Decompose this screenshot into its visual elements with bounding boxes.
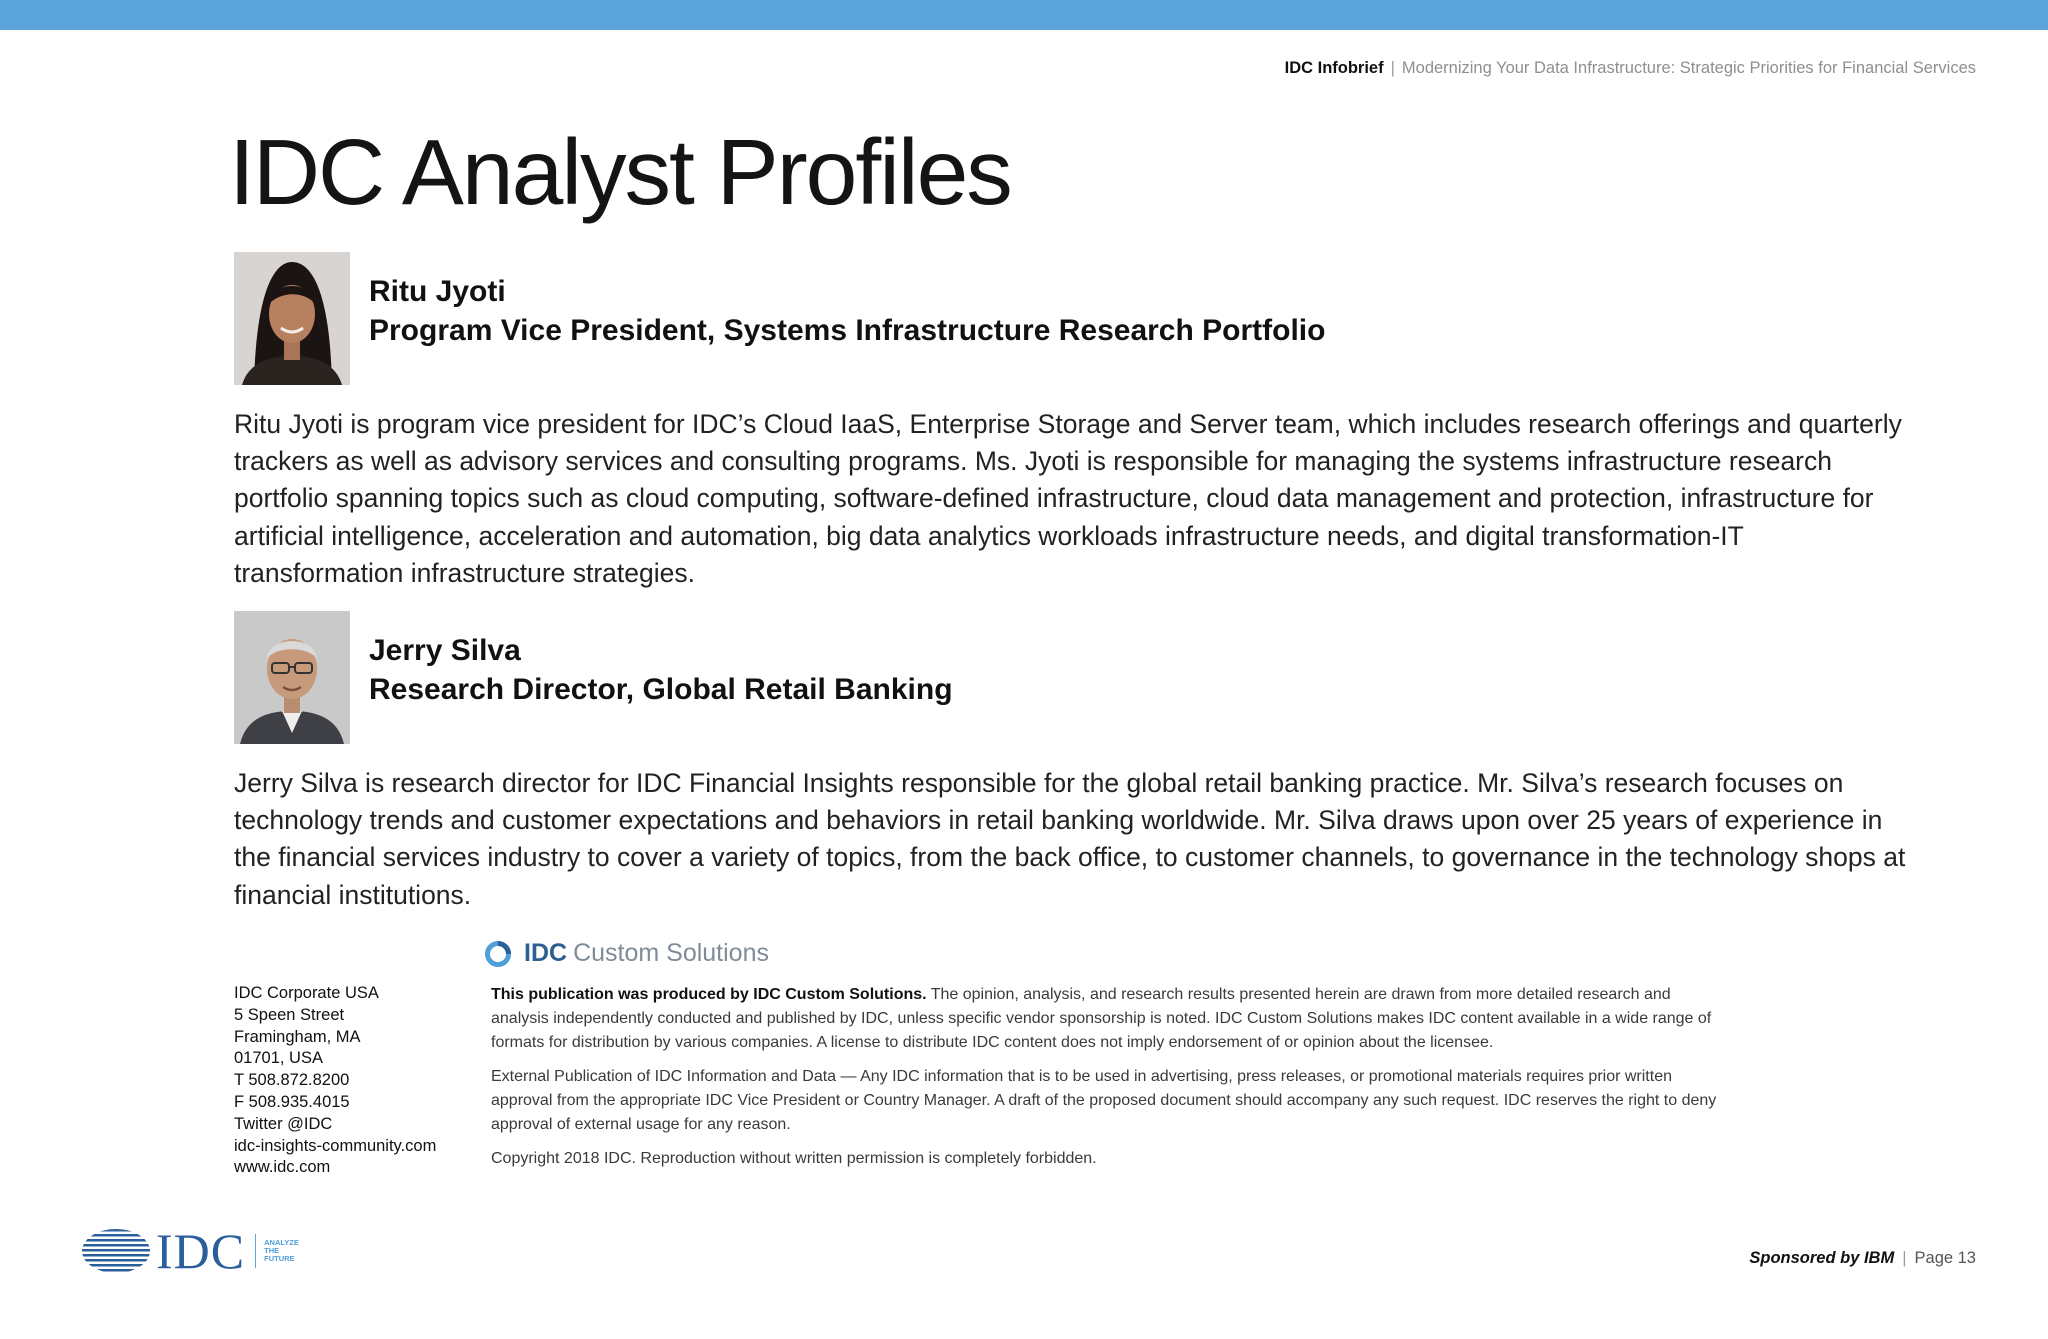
jerry-silva-photo	[234, 611, 350, 744]
ritu-jyoti-photo	[234, 252, 350, 385]
sponsor-label: Sponsored by IBM	[1749, 1249, 1895, 1267]
legal-lead: This publication was produced by IDC Custom Solutions.	[491, 986, 927, 1003]
legal-paragraph	[491, 983, 1731, 1055]
address-line: 01701, USA	[234, 1049, 323, 1068]
profile-name: Jerry Silva	[369, 634, 521, 667]
address-line: IDC Corporate USA	[234, 984, 379, 1002]
community-link: idc-insights-community.com	[234, 1136, 437, 1155]
idc-wordmark: IDC	[156, 1223, 246, 1279]
address-line: Framingham, MA	[234, 1027, 361, 1046]
idc-contact-address	[234, 983, 436, 1179]
logo-divider	[255, 1234, 256, 1268]
profile-title: Research Director, Global Retail Banking	[369, 673, 953, 706]
idc-logo	[82, 1223, 299, 1279]
page-footer	[1749, 1249, 1976, 1268]
profile-title: Program Vice President, Systems Infrastructure Research Portfolio	[369, 314, 1326, 347]
page-number: Page 13	[1914, 1249, 1976, 1267]
legal-paragraph: External Publication of IDC Information and Data — Any IDC information that is to be used in advertising, press releases, or promotional materials requires prior written approval from the appropriate IDC Vice President or Country Manager. A draft of the proposed document should accompany any such request. IDC reserves the right to deny approval of external usage for any reason.	[491, 1068, 1717, 1133]
page-title: IDC Analyst Profiles	[229, 120, 1011, 224]
phone-line: T 508.872.8200	[234, 1071, 350, 1090]
tagline-line: THE	[264, 1246, 280, 1255]
tagline-line: FUTURE	[264, 1254, 295, 1263]
profile-bio: Jerry Silva is research director for IDC Financial Insights responsible for the global retail banking practice. Mr. Silva’s research focuses on technology trends and customer expectations and behaviors in retail banking worldwide. Mr. Silva draws upon over 25 years of experience in the financial services industry to cover a variety of topics, from the back office, to customer channels, to governance in the technology shops at financial institutions.	[234, 768, 1906, 910]
top-accent-bar	[0, 0, 2048, 30]
legal-notice	[491, 983, 1731, 1181]
document-header	[1285, 59, 1976, 78]
header-subtitle: Modernizing Your Data Infrastructure: Strategic Priorities for Financial Services	[1401, 59, 1976, 77]
twitter-handle: Twitter @IDC	[234, 1114, 333, 1133]
idc-globe-icon	[82, 1228, 150, 1274]
legal-text: The opinion, analysis, and research results presented herein are drawn from more detailed research and analysis independently conducted and published by IDC, unless specific vendor sponsorship is noted. IDC Custom Solutions makes IDC content available in a wide range of formats for distribution by various companies. A license to distribute IDC content does not imply endorsement of or opinion about the licensee.	[491, 986, 1712, 1051]
profile-bio: Ritu Jyoti is program vice president for IDC’s Cloud IaaS, Enterprise Storage and Server team, which includes research offerings and quarterly trackers as well as advisory services and consulting programs. Ms. Jyoti is responsible for managing the systems infrastructure research portfolio spanning topics such as cloud computing, software-defined infrastructure, cloud data management and protection, infrastructure for artificial intelligence, acceleration and automation, big data analytics workloads infrastructure needs, and digital transformation-IT transformation infrastructure strategies.	[234, 409, 1902, 588]
custom-solutions-ring-icon	[484, 940, 512, 968]
copyright-notice: Copyright 2018 IDC. Reproduction without written permission is completely forbidden.	[491, 1150, 1097, 1167]
address-line: 5 Speen Street	[234, 1005, 345, 1024]
tagline-line: ANALYZE	[264, 1238, 299, 1247]
website-link: www.idc.com	[234, 1158, 331, 1177]
header-separator: |	[1390, 59, 1395, 77]
idc-custom-solutions-logo	[484, 939, 769, 968]
profile-name: Ritu Jyoti	[369, 275, 506, 308]
header-brand: IDC Infobrief	[1284, 59, 1384, 77]
custom-solutions-label: Custom Solutions	[573, 939, 769, 967]
custom-solutions-idc-label: IDC	[524, 939, 568, 967]
footer-separator: |	[1902, 1249, 1907, 1267]
fax-line: F 508.935.4015	[234, 1092, 350, 1111]
idc-tagline	[264, 1239, 299, 1263]
